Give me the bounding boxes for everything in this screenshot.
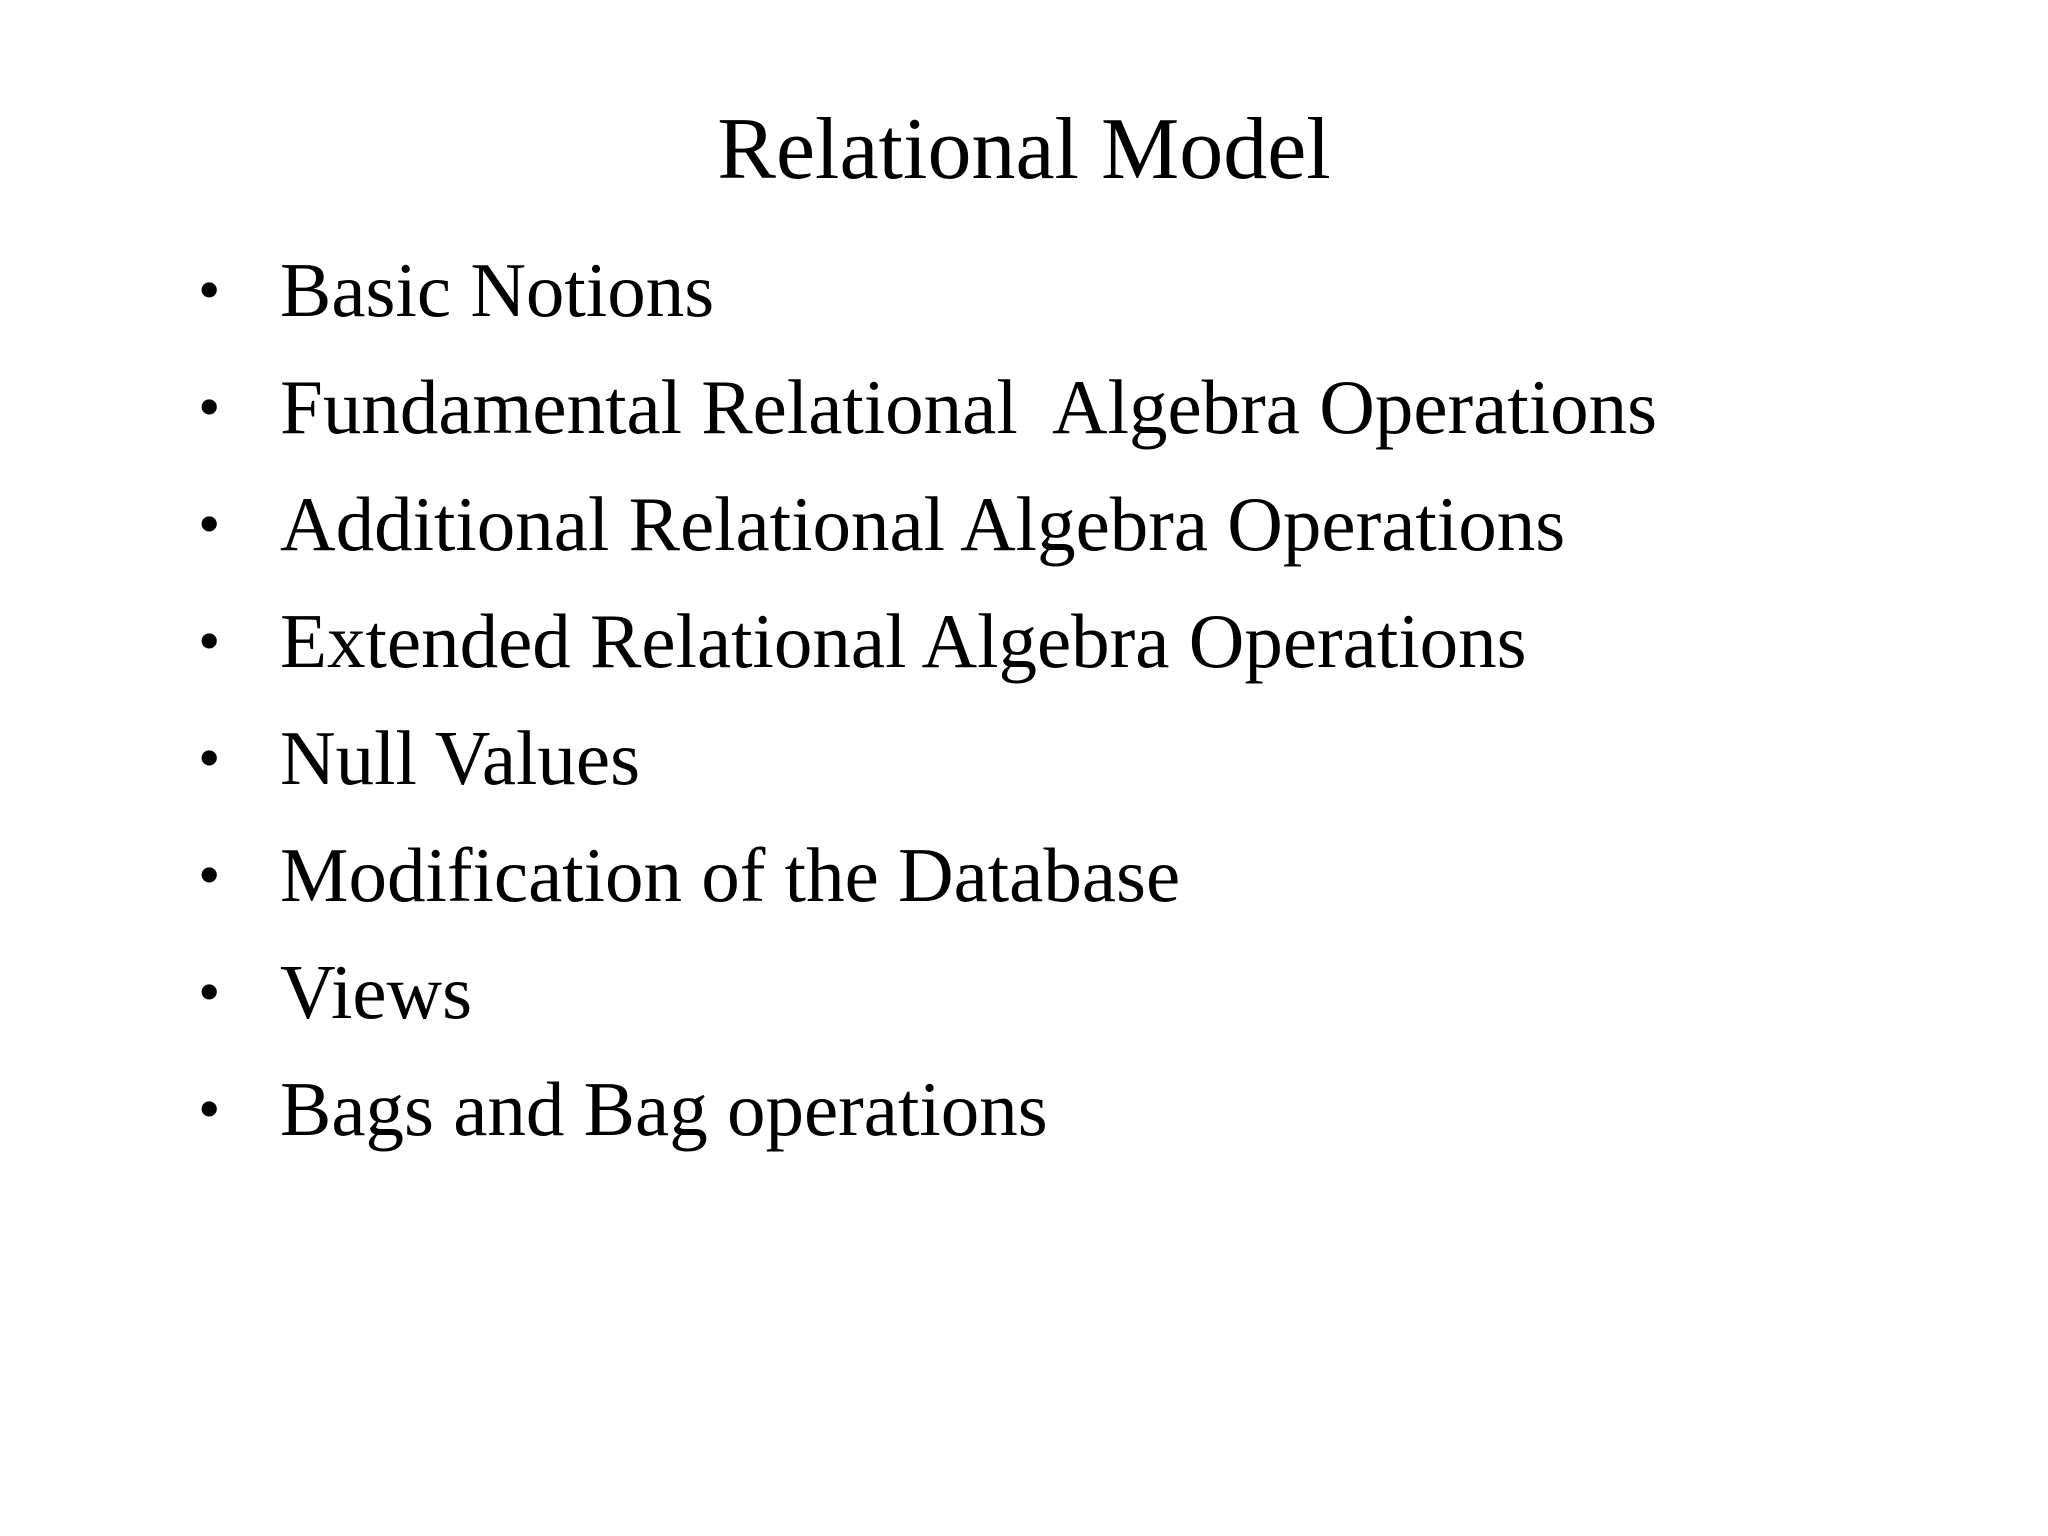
bullet-list <box>198 240 1658 1176</box>
bullet-icon: • <box>198 956 221 1027</box>
list-item <box>198 708 641 825</box>
list-item-text: Views <box>280 949 473 1035</box>
list-item-text: Additional Relational Algebra Operations <box>280 481 1566 567</box>
list-item <box>198 1059 1048 1176</box>
list-item-text: Basic Notions <box>280 247 715 333</box>
list-item-text: Fundamental Relational Algebra Operations <box>280 364 1658 450</box>
list-item-text: Extended Relational Algebra Operations <box>280 598 1527 684</box>
list-item <box>198 942 473 1059</box>
bullet-icon: • <box>198 371 221 442</box>
bullet-icon: • <box>198 488 221 559</box>
list-item <box>198 591 1527 708</box>
bullet-icon: • <box>198 605 221 676</box>
bullet-icon: • <box>198 1073 221 1144</box>
bullet-icon: • <box>198 722 221 793</box>
list-item-text: Null Values <box>280 715 641 801</box>
list-item <box>198 474 1566 591</box>
slide-title: Relational Model <box>717 101 1331 198</box>
list-item-text: Modification of the Database <box>280 832 1181 918</box>
bullet-icon: • <box>198 839 221 910</box>
bullet-icon: • <box>198 254 221 325</box>
list-item <box>198 825 1181 942</box>
list-item <box>198 240 715 357</box>
list-item-text: Bags and Bag operations <box>280 1066 1048 1152</box>
list-item <box>198 357 1658 474</box>
